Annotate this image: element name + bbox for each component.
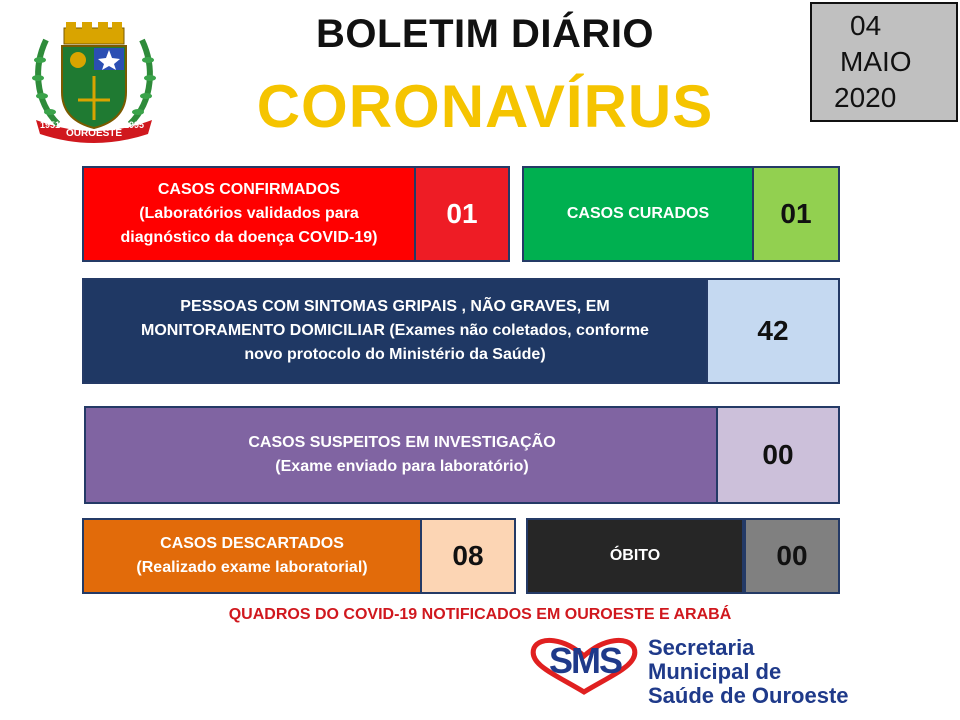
page-title: BOLETIM DIÁRIO <box>315 12 655 56</box>
curados-label: CASOS CURADOS <box>566 205 710 222</box>
secretaria-line: Saúde de Ouroeste <box>648 683 849 708</box>
footer-note: QUADROS DO COVID-19 NOTIFICADOS EM OUROESTE E ARABÁ <box>228 606 732 623</box>
secretaria-line: Municipal de <box>648 659 782 684</box>
date-year: 2020 <box>834 82 897 113</box>
sintomas-label-line: MONITORAMENTO DOMICILIAR (Exames não coletados, conforme <box>141 322 649 339</box>
suspeitos-label-line: CASOS SUSPEITOS EM INVESTIGAÇÃO <box>248 434 556 451</box>
suspeitos-label-line: (Exame enviado para laboratório) <box>275 458 529 475</box>
suspeitos-value: 00 <box>762 439 794 470</box>
crest-year-right: 1995 <box>124 120 145 130</box>
confirmados-label-box <box>82 166 416 262</box>
sintomas-label-line: PESSOAS COM SINTOMAS GRIPAIS , NÃO GRAVES, EM <box>180 298 610 315</box>
secretaria-logo-text: SMS <box>548 640 621 681</box>
descartados-value-box <box>420 518 516 594</box>
sintomas-label-line: novo protocolo do Ministério da Saúde) <box>244 346 546 363</box>
secretaria-logo <box>524 634 646 698</box>
suspeitos-label-box <box>84 406 720 504</box>
descartados-label-line: (Realizado exame laboratorial) <box>136 559 368 576</box>
confirmados-label-line: (Laboratórios validados para <box>139 205 359 222</box>
secretaria-line: Secretaria <box>648 635 755 660</box>
descartados-label-box <box>82 518 422 594</box>
obito-value-box <box>744 518 840 594</box>
secretaria-name <box>648 636 849 708</box>
date-day: 04 <box>850 10 882 41</box>
curados-value: 01 <box>780 198 812 229</box>
crest-city: OUROESTE <box>65 128 123 139</box>
sintomas-value: 42 <box>757 315 789 346</box>
obito-value: 00 <box>776 540 808 571</box>
confirmados-label-line: diagnóstico da doença COVID-19) <box>120 229 378 246</box>
date-box <box>810 2 958 122</box>
municipal-crest <box>28 20 160 144</box>
date-month: MAIO <box>840 46 912 77</box>
confirmados-value: 01 <box>446 198 478 229</box>
curados-label-box <box>522 166 754 262</box>
sintomas-label-box <box>82 278 708 384</box>
page-subtitle: CORONAVÍRUS <box>256 73 714 140</box>
suspeitos-value-box <box>716 406 840 504</box>
confirmados-value-box <box>414 166 510 262</box>
descartados-value: 08 <box>452 540 484 571</box>
crest-year-left: 1951 <box>40 120 61 130</box>
curados-value-box <box>752 166 840 262</box>
obito-label-box <box>526 518 744 594</box>
obito-label: ÓBITO <box>609 547 661 564</box>
confirmados-label-line: CASOS CONFIRMADOS <box>157 181 341 198</box>
descartados-label-line: CASOS DESCARTADOS <box>160 535 344 552</box>
sintomas-value-box <box>706 278 840 384</box>
